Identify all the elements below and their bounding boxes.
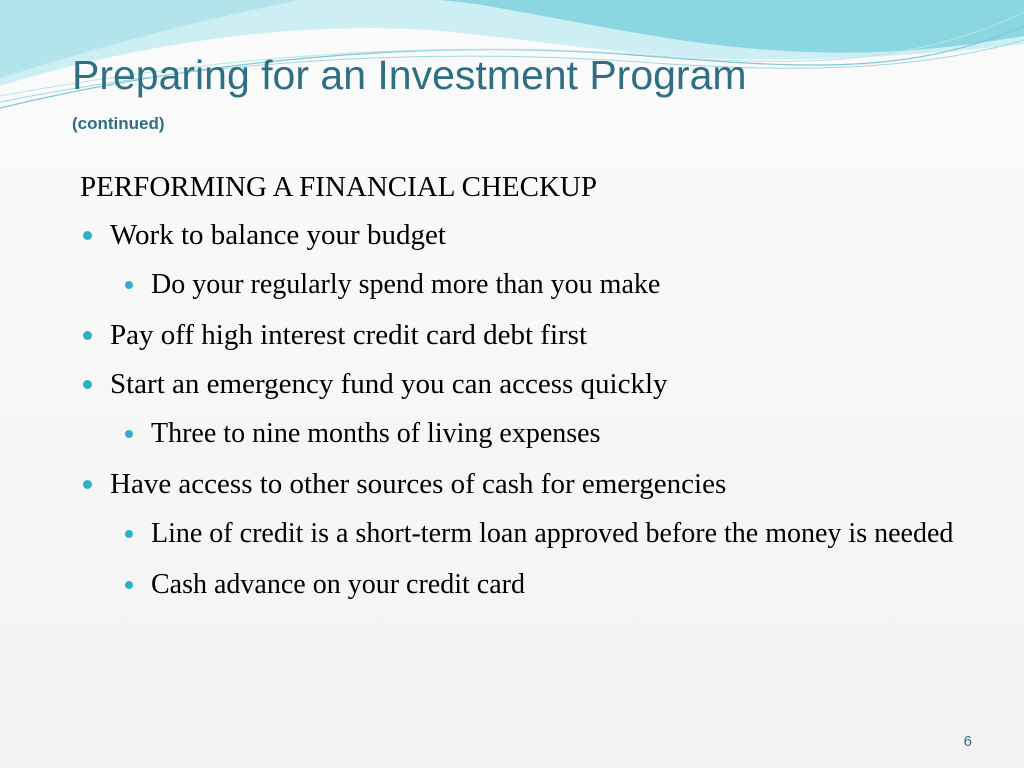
bullet-item: [80, 216, 960, 254]
sub-bullet-item: [80, 514, 960, 554]
sub-bullet-text: Do your regularly spend more than you make: [151, 269, 661, 300]
sub-bullet-text: Three to nine months of living expenses: [151, 418, 601, 449]
bullet-item: [80, 316, 960, 354]
bullet-text: Pay off high interest credit card debt first: [110, 319, 588, 351]
bullet-text: Start an emergency fund you can access quickly: [110, 368, 668, 400]
bullet-dot-icon: [125, 430, 133, 438]
section-heading: PERFORMING A FINANCIAL CHECKUP: [80, 171, 597, 203]
bullet-dot-icon: [125, 281, 133, 289]
sub-bullet-item: [80, 265, 960, 305]
bullet-dot-icon: [125, 530, 133, 538]
bullet-item: [80, 365, 960, 403]
bullet-text: Have access to other sources of cash for emergencies: [110, 468, 727, 500]
bullet-dot-icon: [83, 380, 92, 389]
bullet-item: [80, 465, 960, 503]
page-number: 6: [963, 733, 972, 750]
bullet-dot-icon: [125, 581, 133, 589]
sub-bullet-item: [80, 565, 960, 605]
slide-subtitle: (continued): [72, 114, 165, 133]
bullet-dot-icon: [83, 331, 92, 340]
bullet-dot-icon: [83, 480, 92, 489]
bullet-text: Work to balance your budget: [110, 219, 446, 251]
sub-bullet-item: [80, 414, 960, 454]
bullet-dot-icon: [83, 231, 92, 240]
slide-title: Preparing for an Investment Program: [72, 52, 747, 98]
sub-bullet-text: Cash advance on your credit card: [151, 569, 525, 600]
slide-body: [80, 168, 960, 616]
sub-bullet-text: Line of credit is a short-term loan approved before the money is needed: [151, 518, 954, 549]
